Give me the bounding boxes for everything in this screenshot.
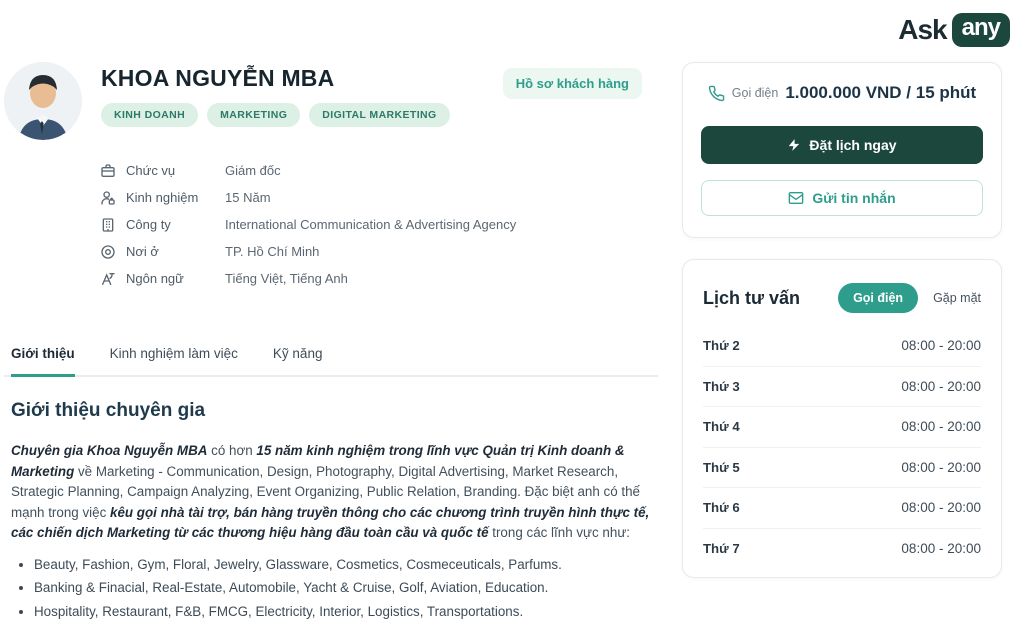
- schedule-day: Thứ 3: [703, 378, 740, 394]
- profile-field-row: [100, 157, 658, 184]
- schedule-day: Thứ 6: [703, 500, 740, 516]
- industry-list-item: • Hospitality, Restaurant, F&B, FMCG, Electricity, Interior, Logistics, Transportations.: [34, 604, 658, 619]
- logo-text-ask: Ask: [898, 14, 947, 45]
- about-text: có hơn: [207, 443, 257, 458]
- schedule-hours: 08:00 - 20:00: [901, 338, 981, 354]
- about-text: trong các lĩnh vực như:: [488, 525, 631, 540]
- tab-gioi-thieu[interactable]: Giới thiệu: [11, 346, 75, 377]
- schedule-card: [682, 259, 1002, 578]
- about-text: về Marketing - Communication, Design, Photography, Digital Advertising, Market Research, Strategic Planning, Campaign Analyzing, Event Organizing, Public Relation, Branding. Đặc biệt anh có thế mạnh trong việc: [11, 463, 640, 520]
- book-now-label: Đặt lịch ngay: [809, 137, 897, 153]
- price-row: [701, 83, 983, 103]
- booking-card: [682, 62, 1002, 238]
- profile-field-row: [100, 211, 658, 238]
- lightning-icon: [787, 138, 801, 152]
- about-paragraph: [4, 441, 658, 544]
- profile-field-row: [100, 265, 658, 292]
- field-label: Ngôn ngữ: [126, 271, 184, 286]
- sidebar-column: [682, 62, 1002, 627]
- schedule-toggle-group: [838, 283, 981, 313]
- field-label: Công ty: [126, 217, 171, 232]
- expert-avatar: [4, 62, 82, 140]
- schedule-rows: [703, 326, 981, 569]
- schedule-row: [703, 407, 981, 448]
- schedule-header: [703, 283, 981, 313]
- schedule-day: Thứ 5: [703, 459, 740, 475]
- schedule-day: Thứ 2: [703, 338, 740, 354]
- schedule-toggle-goi-dien[interactable]: Gọi điện: [838, 283, 918, 313]
- category-badges: [101, 103, 450, 127]
- experience-icon: [100, 189, 118, 207]
- schedule-row: [703, 529, 981, 570]
- schedule-day: Thứ 4: [703, 419, 740, 435]
- schedule-row: [703, 488, 981, 529]
- industry-bullet-list: [4, 557, 658, 619]
- profile-column: [4, 62, 658, 627]
- schedule-hours: 08:00 - 20:00: [901, 541, 981, 557]
- language-icon: [100, 270, 118, 288]
- briefcase-icon: [100, 162, 118, 180]
- profile-field-row: [100, 238, 658, 265]
- about-section-heading: Giới thiệu chuyên gia: [11, 400, 206, 421]
- about-emphasis-text: 15 năm kinh nghiệm trong lĩnh vực Quản trị Kinh doanh & Marketing: [11, 443, 625, 479]
- schedule-day: Thứ 7: [703, 541, 740, 557]
- expert-name: KHOA NGUYỄN MBA: [101, 65, 335, 91]
- schedule-hours: 08:00 - 20:00: [901, 459, 981, 475]
- schedule-title: Lịch tư vấn: [703, 287, 801, 308]
- schedule-row: [703, 326, 981, 367]
- profile-tabs: [4, 346, 658, 377]
- customer-profile-button[interactable]: Hồ sơ khách hàng: [503, 68, 642, 99]
- profile-field-row: [100, 184, 658, 211]
- category-badge[interactable]: MARKETING: [207, 103, 300, 127]
- schedule-hours: 08:00 - 20:00: [901, 378, 981, 394]
- about-emphasis-text: Chuyên gia Khoa Nguyễn MBA: [11, 443, 208, 458]
- field-value: Giám đốc: [225, 163, 281, 178]
- industry-list-item: • Beauty, Fashion, Gym, Floral, Jewelry, Glassware, Cosmetics, Cosmeceuticals, Parfums.: [34, 557, 658, 572]
- tab-kinh-nghiem-lam-viec[interactable]: Kinh nghiệm làm việc: [109, 346, 238, 361]
- profile-fields: [100, 157, 658, 292]
- askany-logo[interactable]: [898, 13, 1010, 47]
- field-value: TP. Hồ Chí Minh: [225, 244, 320, 259]
- schedule-hours: 08:00 - 20:00: [901, 500, 981, 516]
- book-now-button[interactable]: [701, 126, 983, 164]
- envelope-icon: [788, 190, 804, 206]
- send-message-label: Gửi tin nhắn: [812, 190, 896, 206]
- schedule-row: [703, 448, 981, 489]
- field-value: International Communication & Advertising Agency: [225, 217, 517, 232]
- call-price: 1.000.000 VND / 15 phút: [785, 83, 977, 102]
- field-label: Nơi ở: [126, 244, 159, 259]
- profile-header: [4, 62, 658, 140]
- location-icon: [100, 243, 118, 261]
- tab-ky-nang[interactable]: Kỹ năng: [272, 346, 323, 361]
- about-emphasis-text: kêu gọi nhà tài trợ, bán hàng truyền thông cho các chương trình truyền hình thực tế, các chiến dịch Marketing từ các thương hiệu hàng đầu toàn cầu và quốc tế: [11, 504, 650, 540]
- category-badge[interactable]: KINH DOANH: [101, 103, 198, 127]
- field-value: 15 Năm: [225, 190, 271, 205]
- send-message-button[interactable]: [701, 180, 983, 216]
- logo-text-any: any: [952, 13, 1010, 47]
- field-label: Chức vụ: [126, 163, 176, 178]
- schedule-row: [703, 367, 981, 408]
- category-badge[interactable]: DIGITAL MARKETING: [309, 103, 449, 127]
- top-bar: [0, 0, 1024, 60]
- call-type-label: Gọi điện: [731, 86, 779, 100]
- field-label: Kinh nghiệm: [126, 190, 199, 205]
- schedule-toggle-gap-mat[interactable]: Gặp mặt: [933, 291, 981, 305]
- avatar-photo-illustration: [4, 62, 82, 140]
- company-icon: [100, 216, 118, 234]
- schedule-hours: 08:00 - 20:00: [901, 419, 981, 435]
- profile-main-info: [101, 62, 450, 127]
- page-content: [0, 60, 1024, 627]
- phone-icon: [708, 85, 725, 102]
- industry-list-item: • Banking & Finacial, Real-Estate, Automobile, Yacht & Cruise, Golf, Aviation, Education.: [34, 580, 658, 595]
- field-value: Tiếng Việt, Tiếng Anh: [225, 271, 348, 286]
